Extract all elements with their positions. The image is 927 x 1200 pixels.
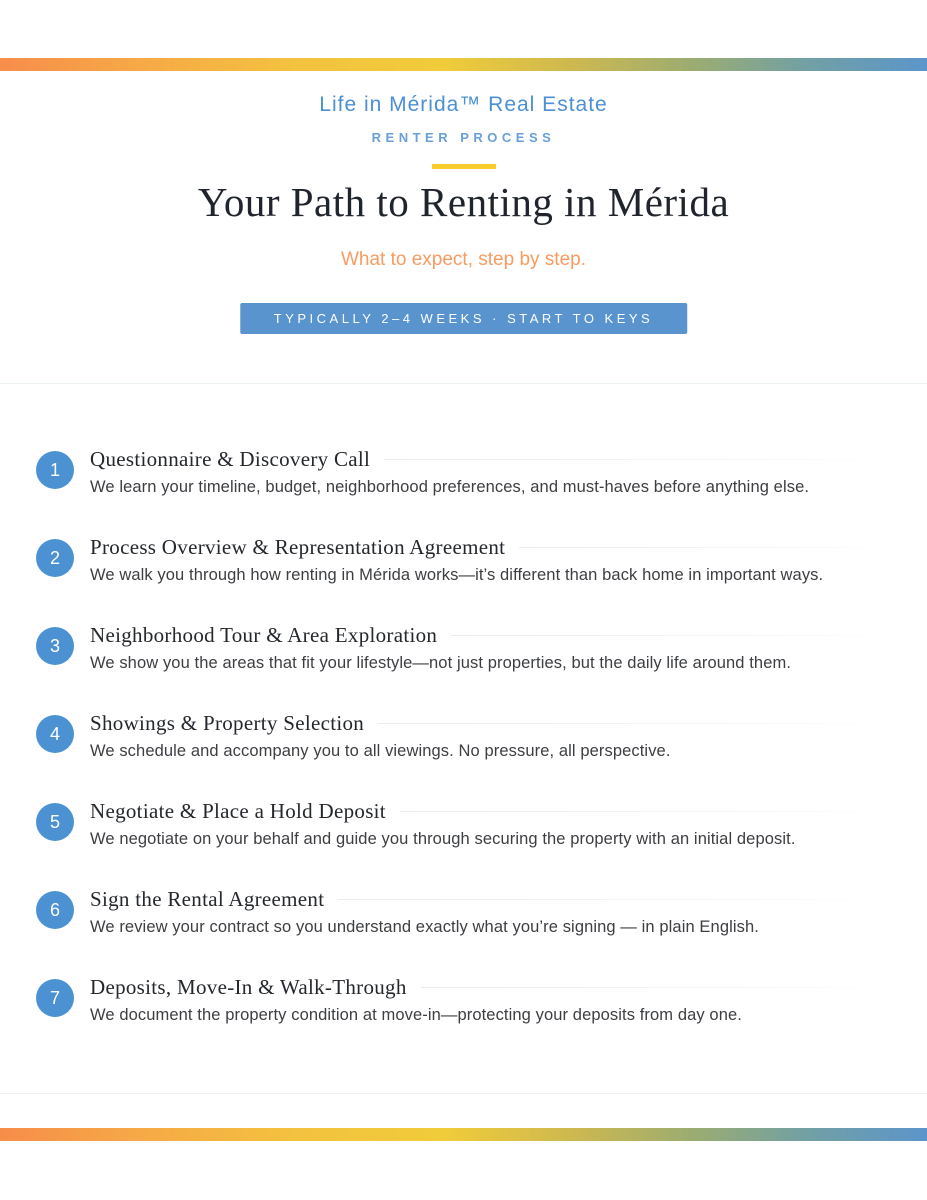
step-trailing-line xyxy=(421,987,900,988)
step-body xyxy=(90,711,900,766)
step-title: Neighborhood Tour & Area Exploration xyxy=(90,623,438,647)
step-number: 4 xyxy=(49,723,60,744)
step-trailing-line xyxy=(384,459,900,460)
step-trailing-line xyxy=(451,635,900,636)
page-title: Your Path to Renting in Mérida xyxy=(197,179,730,225)
step-trailing-line xyxy=(338,899,900,900)
step-number: 2 xyxy=(49,547,60,568)
section-divider-top xyxy=(0,383,927,384)
step-title-row xyxy=(90,447,900,472)
page-subtitle: What to expect, step by step. xyxy=(340,249,586,270)
step-title-row xyxy=(90,711,900,736)
step-title-row xyxy=(90,535,900,560)
timeline-badge: TYPICALLY 2–4 WEEKS · START TO KEYS xyxy=(240,303,687,334)
step-title-row xyxy=(90,623,900,648)
bottom-gradient-bar xyxy=(0,1128,927,1141)
steps-list xyxy=(36,447,900,1063)
step-trailing-line xyxy=(400,811,900,812)
step-number-badge xyxy=(36,979,74,1017)
step-row xyxy=(36,887,900,942)
step-row xyxy=(36,623,900,678)
step-row xyxy=(36,799,900,854)
step-description: We learn your timeline, budget, neighborhood preferences, and must-haves before anything else. xyxy=(90,478,810,496)
step-body xyxy=(90,535,900,590)
step-title-row xyxy=(90,799,900,824)
step-description: We walk you through how renting in Mérida works—it’s different than back home in important ways. xyxy=(90,566,824,584)
step-title: Deposits, Move-In & Walk-Through xyxy=(90,975,407,999)
step-body xyxy=(90,887,900,942)
step-body xyxy=(90,623,900,678)
step-row xyxy=(36,711,900,766)
step-title: Showings & Property Selection xyxy=(90,711,365,735)
step-number: 7 xyxy=(49,987,60,1008)
step-title: Process Overview & Representation Agreement xyxy=(90,535,506,559)
step-title: Sign the Rental Agreement xyxy=(90,887,325,911)
step-row xyxy=(36,447,900,502)
step-description: We show you the areas that fit your lifestyle—not just properties, but the daily life around them. xyxy=(90,654,792,672)
step-number-badge xyxy=(36,539,74,577)
step-number: 1 xyxy=(49,459,60,480)
step-trailing-line xyxy=(378,723,900,724)
step-number: 3 xyxy=(49,635,60,656)
section-divider-bottom xyxy=(0,1093,927,1094)
brand-title: Life in Mérida™ Real Estate xyxy=(319,93,608,116)
step-trailing-line xyxy=(519,547,900,548)
step-number-badge xyxy=(36,715,74,753)
step-description: We negotiate on your behalf and guide you through securing the property with an initial deposit. xyxy=(90,830,796,848)
step-description: We schedule and accompany you to all viewings. No pressure, all perspective. xyxy=(90,742,671,760)
step-body xyxy=(90,975,900,1030)
step-row xyxy=(36,535,900,590)
step-title: Questionnaire & Discovery Call xyxy=(90,447,371,471)
step-body xyxy=(90,799,900,854)
step-title-row xyxy=(90,887,900,912)
step-body xyxy=(90,447,900,502)
top-gradient-bar xyxy=(0,58,927,71)
step-row xyxy=(36,975,900,1030)
eyebrow-label: RENTER PROCESS xyxy=(371,130,556,145)
step-number: 6 xyxy=(49,899,60,920)
step-title: Negotiate & Place a Hold Deposit xyxy=(90,799,386,823)
step-number-badge xyxy=(36,803,74,841)
step-number-badge xyxy=(36,451,74,489)
step-description: We document the property condition at move-in—protecting your deposits from day one. xyxy=(90,1006,742,1024)
step-number-badge xyxy=(36,891,74,929)
step-description: We review your contract so you understand exactly what you’re signing — in plain English. xyxy=(90,918,759,936)
step-title-row xyxy=(90,975,900,1000)
step-number-badge xyxy=(36,627,74,665)
step-number: 5 xyxy=(49,811,60,832)
gold-divider xyxy=(432,164,496,169)
